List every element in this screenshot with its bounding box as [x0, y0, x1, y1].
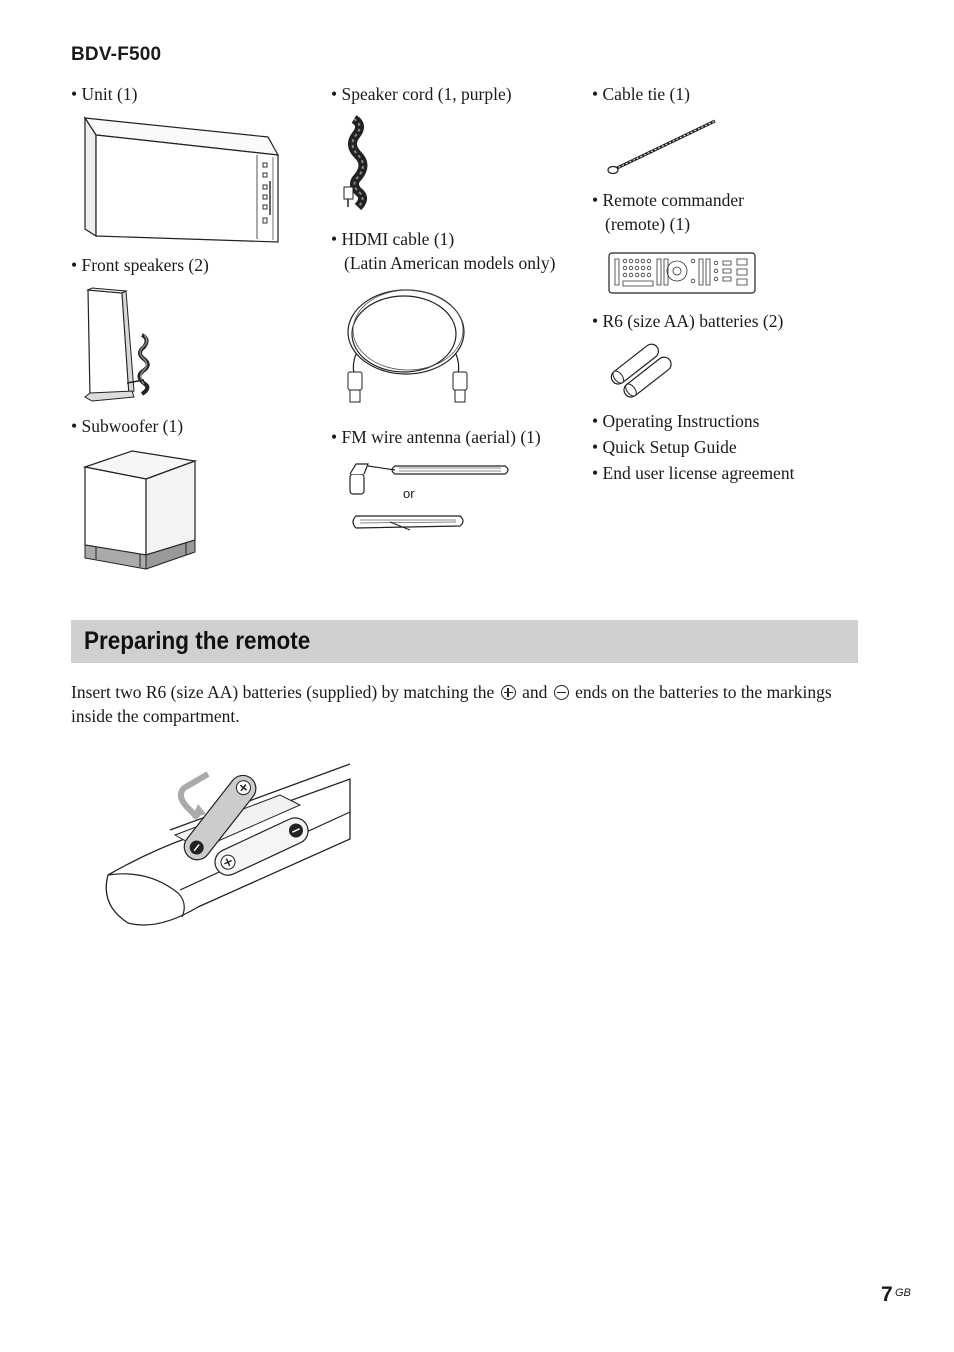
- unit-illustration: [82, 115, 282, 245]
- item-hdmi-note: (Latin American models only): [344, 253, 556, 273]
- page-number-suffix: GB: [895, 1287, 911, 1299]
- cable-tie-illustration: [605, 117, 720, 177]
- item-hdmi-cable: • HDMI cable (1): [331, 229, 455, 249]
- plus-symbol-icon: [501, 685, 516, 700]
- section-paragraph: [71, 680, 861, 728]
- item-speaker-cord: • Speaker cord (1, purple): [331, 84, 512, 104]
- fm-antenna-with-connector-illustration: [345, 456, 515, 498]
- item-quick-setup: • Quick Setup Guide: [592, 437, 737, 457]
- fm-antenna-wire-illustration: [350, 510, 470, 534]
- para-text-and: and: [522, 682, 548, 702]
- item-fm-antenna: • FM wire antenna (aerial) (1): [331, 427, 541, 447]
- subwoofer-illustration: [82, 448, 200, 573]
- battery-insertion-illustration: [100, 760, 355, 930]
- item-eula: • End user license agreement: [592, 463, 795, 483]
- item-cable-tie: • Cable tie (1): [592, 84, 690, 104]
- speaker-cord-illustration: [340, 115, 374, 211]
- item-remote-note: (remote) (1): [605, 214, 691, 234]
- hdmi-cable-illustration: [338, 284, 473, 410]
- front-speaker-illustration: [82, 287, 172, 402]
- section-title: Preparing the remote: [84, 627, 311, 655]
- batteries-illustration: [606, 346, 678, 394]
- model-title: BDV-F500: [71, 44, 162, 65]
- item-front-speakers: • Front speakers (2): [71, 255, 209, 275]
- para-text-2: ends on the batteries to the markings inside the compartment.: [71, 682, 832, 726]
- remote-illustration: [607, 251, 757, 295]
- item-batteries: • R6 (size AA) batteries (2): [592, 311, 784, 331]
- item-subwoofer: • Subwoofer (1): [71, 416, 184, 436]
- page-number: 7: [881, 1283, 893, 1306]
- item-unit: • Unit (1): [71, 84, 138, 104]
- item-operating-instructions: • Operating Instructions: [592, 411, 760, 431]
- or-label: or: [403, 486, 415, 501]
- para-text-1: Insert two R6 (size AA) batteries (supplied) by matching the: [71, 682, 495, 702]
- minus-symbol-icon: [554, 685, 569, 700]
- item-remote: • Remote commander: [592, 190, 744, 210]
